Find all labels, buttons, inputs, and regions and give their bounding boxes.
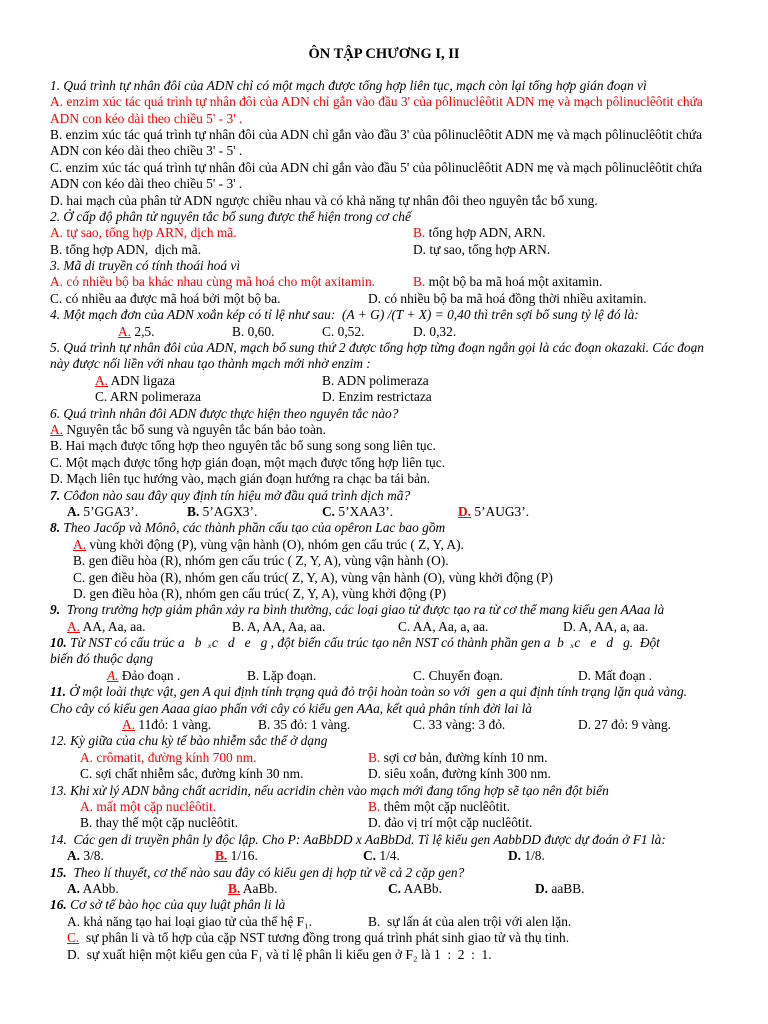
option-text: 5’AUG3’. — [474, 503, 530, 519]
question-9-options-row — [50, 619, 755, 635]
question-9-option-a[interactable] — [67, 619, 145, 635]
option-letter: B. — [50, 438, 63, 454]
question-3-option-c[interactable] — [50, 291, 280, 307]
question-text: Mã di truyền có tính thoái hoá vì — [63, 258, 241, 274]
option-text: 5’AGX3’. — [202, 503, 258, 519]
question-10-option-d[interactable] — [578, 668, 652, 684]
option-text: A, AA, a, aa. — [578, 618, 649, 634]
question-text: Ở cấp độ phân tử nguyên tắc bổ sung được thể hiện trong cơ chế — [63, 208, 411, 224]
option-letter: D. — [563, 618, 577, 634]
option-text: enzim xúc tác quá trình tự nhân đôi của ADN chỉ gắn vào đầu 3' của pôlinuclêôtit ADN mẹ và mạch pôlinuclêôtit chứa — [65, 126, 703, 142]
option-letter: B. — [258, 717, 271, 733]
question-5-options-row-2 — [50, 389, 755, 405]
option-text: Chuyển đoạn. — [428, 667, 504, 683]
question-8-option-d[interactable] — [50, 586, 755, 602]
option-text: 1/16. — [230, 848, 258, 864]
option-letter: C. — [413, 717, 426, 733]
question-number: 6. — [50, 405, 61, 421]
question-5-option-c[interactable] — [95, 389, 201, 405]
option-letter: B. — [368, 913, 381, 929]
option-letter: B. — [232, 323, 245, 339]
option-text: enzim xúc tác quá trình tự nhân đôi của ADN chỉ gắn vào đầu 5' của pôlinuclêôtit ADN mẹ và mạch pôlinuclêôtit chứa — [65, 159, 703, 175]
question-text: Quá trình tự nhân đôi của ADN, mạch bổ sung thứ 2 được tổng hợp từng đoạn ngắn gọi là các đoạn okazaki. Các đoạn — [63, 340, 704, 356]
option-letter: D. — [368, 290, 382, 306]
question-text: Kỳ giữa của chu kỳ tế bào nhiễm sắc thể ở dạng — [70, 733, 328, 749]
question-text: biến đó thuộc dạng — [50, 651, 154, 667]
question-number: 14. — [50, 831, 67, 847]
question-10-stem — [50, 635, 755, 651]
option-text: tổng hợp ADN, ARN. — [428, 225, 546, 241]
option-text: tự sao, tổng hợp ARN. — [429, 241, 551, 257]
option-letter: B. — [73, 553, 86, 569]
question-13-option-a[interactable] — [80, 799, 216, 815]
question-6-option-c[interactable] — [50, 455, 755, 471]
question-14-option-b[interactable] — [215, 848, 258, 864]
question-number: 3. — [50, 258, 61, 274]
option-letter: D. — [578, 667, 592, 683]
option-text: đảo vị trí một cặp nuclêôtit. — [384, 815, 533, 831]
option-text: AaBb. — [242, 880, 278, 896]
option-text: 2,5. — [134, 323, 155, 339]
option-text: crômatit, đường kính 700 nm. — [96, 749, 257, 765]
question-14-stem — [50, 832, 755, 848]
question-9-option-c[interactable] — [398, 619, 488, 635]
option-letter: C. — [73, 569, 86, 585]
question-15-options-row — [50, 881, 755, 897]
option-letter: C. — [322, 323, 335, 339]
question-12-options-row-1 — [50, 750, 755, 766]
question-4-stem — [50, 307, 755, 323]
question-8-option-c[interactable] — [50, 570, 755, 586]
question-3-option-b[interactable] — [413, 274, 602, 290]
option-letter: B. — [413, 274, 426, 290]
question-text: Cho cây có kiểu gen Aaaa giao phấn với cây có kiểu gen AAa, kết quả phân tính đời lai là — [50, 700, 532, 716]
option-letter: A. — [73, 536, 87, 552]
option-letter: C. — [67, 930, 80, 946]
question-5-option-b[interactable] — [322, 373, 429, 389]
question-4-options-row — [50, 324, 755, 340]
question-11-option-c[interactable] — [413, 717, 505, 733]
option-letter: B. — [50, 126, 63, 142]
option-text: Đảo đoạn . — [121, 667, 181, 683]
question-13-stem — [50, 783, 755, 799]
question-5-options-row-1 — [50, 373, 755, 389]
option-letter: A. — [95, 372, 109, 388]
option-letter: D. — [508, 848, 522, 864]
option-text: hai mạch của phân tử ADN ngược chiều nhau và có khả năng tự nhân đôi theo nguyên tắc bổ xung. — [66, 192, 598, 208]
question-3-options-row-2 — [50, 291, 755, 307]
question-text: Trong trường hợp giảm phân xảy ra bình thường, các loại giao tử được tạo ra từ cơ thể mang kiểu gen AAaa là — [66, 602, 665, 618]
option-letter: D. — [368, 815, 382, 831]
question-13-option-c[interactable] — [80, 815, 238, 831]
question-1-option-b-continued — [50, 143, 755, 159]
option-text: AAbb. — [82, 880, 119, 896]
option-letter: B. — [50, 241, 63, 257]
option-letter: B. — [247, 667, 260, 683]
question-7-options-row — [50, 504, 755, 520]
question-8-option-a[interactable] — [50, 537, 755, 553]
option-text: 35 đỏ: 1 vàng. — [273, 717, 351, 733]
option-text: Mạch liên tục hướng vào, mạch gián đoạn hướng ra chạc ba tái bản. — [66, 471, 431, 487]
option-text: có nhiều bộ ba mã hoá đồng thời nhiều axitamin. — [384, 290, 647, 306]
option-text: Nguyên tắc bổ sung và nguyên tắc bán bảo toàn. — [66, 422, 326, 437]
option-text: AABb. — [403, 880, 442, 896]
option-letter: C. — [95, 389, 108, 405]
page-title: ÔN TẬP CHƯƠNG I, II — [308, 46, 460, 62]
question-13-option-d[interactable] — [368, 815, 532, 831]
option-text: 1/4. — [379, 848, 400, 864]
option-letter: A. — [50, 225, 64, 241]
question-1-option-c-continued — [50, 176, 755, 192]
option-text: AA, Aa, aa. — [82, 618, 146, 634]
question-2-option-a[interactable] — [50, 225, 237, 241]
option-letter: B. — [187, 503, 200, 519]
question-1-option-d[interactable] — [50, 193, 755, 209]
question-5-stem-continued — [50, 356, 755, 372]
option-text: tự sao, tổng hợp ARN, dịch mã. — [66, 225, 237, 241]
question-14-option-c[interactable] — [363, 848, 400, 864]
option-letter: A. — [50, 274, 64, 290]
option-text: 5’XAA3’. — [338, 503, 394, 519]
option-letter: D. — [67, 946, 81, 962]
question-8-option-b[interactable] — [50, 553, 755, 569]
question-text: Các gen di truyền phân ly độc lập. Cho P: AaBbDD x AaBbDd. Tỉ lệ kiểu gen AabbDD được dự đoán ở F1 là: — [73, 831, 666, 847]
option-text: gen điều hòa (R), nhóm gen cấu trúc( Z, Y, A), vùng vận hành (O), vùng khởi động (P) — [88, 569, 553, 585]
option-text: 27 đỏ: 9 vàng. — [594, 717, 672, 733]
question-14-option-a[interactable] — [67, 848, 104, 864]
option-text: Hai mạch được tổng hợp theo nguyên tắc bổ sung song song liên tục. — [65, 438, 436, 454]
question-2-stem — [50, 209, 755, 225]
question-3-options-row-1 — [50, 274, 755, 290]
question-4-option-c[interactable] — [322, 324, 364, 340]
question-text: Cơ sở tế bào học của quy luật phân li là — [70, 897, 286, 913]
question-5-stem — [50, 340, 755, 356]
question-text: Từ NST có cấu trúc a b ₓc d e g , đột biến cấu trúc tạo nên NST có thành phần gen a b ₓc e d g. Đột — [70, 635, 660, 651]
question-16-option-c[interactable] — [50, 930, 755, 946]
question-1-option-a[interactable] — [50, 94, 755, 110]
option-text: sự phân li và tổ hợp của cặp NST tương đồng trong quá trình phát sinh giao tử và thụ tinh. — [85, 930, 570, 946]
option-text: Một mạch được tổng hợp gián đoạn, một mạch được tổng hợp liên tục. — [65, 454, 446, 470]
option-letter: A. — [80, 798, 94, 814]
question-12-option-c[interactable] — [80, 766, 303, 782]
question-6-option-d[interactable] — [50, 471, 755, 487]
question-7-stem — [50, 488, 755, 504]
question-text: này được nối liền với nhau tạo thành mạch mới nhờ enzim : — [50, 356, 371, 372]
question-number: 16. — [50, 897, 67, 913]
question-6-option-b[interactable] — [50, 438, 755, 454]
question-5-option-d[interactable] — [322, 389, 432, 405]
question-10-options-row — [50, 668, 755, 684]
question-13-option-b[interactable] — [368, 799, 510, 815]
option-letter: B. — [368, 798, 381, 814]
option-letter: D. — [413, 241, 427, 257]
question-12-option-a[interactable] — [80, 750, 257, 766]
option-text: 5’GGA3’. — [83, 503, 139, 519]
question-text: Côđon nào sau đây quy định tín hiệu mở đầu quá trình dịch mã? — [63, 487, 411, 503]
question-text: Ở một loài thực vật, gen A qui định tính trạng quả đỏ trội hoàn toàn so với gen a qui định tính trạng lặn quả vàng. — [69, 684, 687, 700]
option-text: Enzim restrictaza — [338, 389, 432, 405]
question-number: 11. — [50, 684, 66, 700]
question-10-option-c[interactable] — [413, 668, 503, 684]
question-text: Khi xử lý ADN bằng chất acridin, nếu acridin chèn vào mạch mới đang tổng hợp sẽ tạo nên đột biến — [70, 782, 609, 798]
option-text: 0,52. — [337, 323, 365, 339]
question-11-option-b[interactable] — [258, 717, 350, 733]
question-text: Theo lí thuyết, cơ thể nào sau đây có kiểu gen dị hợp tử về cả 2 cặp gen? — [73, 864, 465, 880]
option-text: có nhiều bộ ba khác nhau cùng mã hoá cho một axitamin. — [66, 274, 376, 290]
question-10-option-a[interactable] — [107, 668, 180, 684]
option-text: ARN polimeraza — [109, 389, 201, 405]
option-letter: B. — [322, 372, 335, 388]
question-2-option-b[interactable] — [413, 225, 545, 241]
question-1-stem — [50, 78, 755, 94]
question-11-options-row — [50, 717, 755, 733]
question-11-option-d[interactable] — [578, 717, 671, 733]
option-text: aaBB. — [551, 880, 585, 896]
question-4-option-b[interactable] — [232, 324, 274, 340]
question-1-option-c[interactable] — [50, 160, 755, 176]
option-text: ADN ligaza — [110, 372, 175, 388]
option-text: 3/8. — [83, 848, 104, 864]
option-text: có nhiều aa được mã hoá bởi một bộ ba. — [65, 290, 281, 306]
option-letter: C. — [413, 667, 426, 683]
question-13-options-row-2 — [50, 815, 755, 831]
option-letter: A. — [67, 503, 81, 519]
option-text: A, AA, Aa, aa. — [246, 618, 326, 634]
option-text: vùng khởi động (P), vùng vận hành (O), nhóm gen cấu trúc ( Z, Y, A). — [89, 536, 464, 552]
option-text: tổng hợp ADN, dịch mã. — [65, 241, 202, 257]
option-letter: C. — [398, 618, 411, 634]
question-number: 12. — [50, 733, 67, 749]
question-15-option-c[interactable] — [388, 881, 442, 897]
option-text: 1/8. — [524, 848, 545, 864]
question-15-option-b[interactable] — [228, 881, 277, 897]
question-12-options-row-2 — [50, 766, 755, 782]
question-number: 15. — [50, 864, 67, 880]
question-2-option-c[interactable] — [50, 242, 201, 258]
option-text: Lặp đoạn. — [262, 667, 317, 683]
option-text: sợi cơ bản, đường kính 10 nm. — [383, 749, 548, 765]
question-16-stem — [50, 897, 755, 913]
option-text: 33 vàng: 3 đỏ. — [428, 717, 506, 733]
option-letter: C. — [363, 848, 377, 864]
option-text: AA, Aa, a, aa. — [412, 618, 489, 634]
question-number: 2. — [50, 208, 61, 224]
option-text: mất một cặp nuclêôtit. — [96, 798, 217, 814]
option-text: 11đỏ: 1 vàng. — [138, 717, 212, 733]
question-number: 9. — [50, 602, 61, 618]
question-sheet — [50, 78, 755, 963]
option-letter: D. — [458, 503, 472, 519]
question-text: Theo Jacốp và Mônô, các thành phần cấu tạo của opêron Lac bao gồm — [63, 520, 446, 536]
option-letter: A. — [50, 94, 64, 110]
question-8-stem — [50, 520, 755, 536]
question-14-options-row — [50, 848, 755, 864]
question-6-option-a[interactable] — [50, 422, 755, 438]
question-1-option-a-continued — [50, 111, 755, 127]
option-text: thay thế một cặp nuclêôtit. — [95, 815, 239, 831]
question-3-option-a[interactable] — [50, 274, 375, 290]
option-letter: A. — [50, 422, 64, 437]
question-11-option-a[interactable] — [122, 717, 211, 733]
option-text: enzim xúc tác quá trình tự nhân đôi của ADN chỉ gắn vào đầu 3' của pôlinuclêôtit ADN mẹ và mạch pôlinuclêôtit chứa — [66, 94, 703, 110]
question-15-option-d[interactable] — [535, 881, 585, 897]
option-text: 0,60. — [247, 323, 275, 339]
question-15-option-a[interactable] — [67, 881, 119, 897]
option-letter: A. — [80, 749, 94, 765]
question-5-option-a[interactable] — [95, 373, 175, 389]
question-15-stem — [50, 865, 755, 881]
question-7-option-b[interactable] — [187, 504, 257, 520]
question-10-option-b[interactable] — [247, 668, 316, 684]
question-3-option-d[interactable] — [368, 291, 647, 307]
question-number: 5. — [50, 340, 61, 356]
option-letter: A. — [67, 618, 81, 634]
option-letter: D. — [368, 766, 382, 782]
option-letter: C. — [50, 454, 63, 470]
option-text: ADN polimeraza — [336, 372, 429, 388]
option-letter: C. — [388, 880, 402, 896]
question-number: 8. — [50, 520, 61, 536]
question-12-stem — [50, 733, 755, 749]
option-letter: C. — [50, 290, 63, 306]
question-9-stem — [50, 602, 755, 618]
question-text: Một mạch đơn của ADN xoắn kép có tỉ lệ như sau: (A + G) /(T + X) = 0,40 thì trên sợi bổ sung tỷ lệ đó là: — [63, 307, 639, 323]
option-letter: B. — [368, 749, 381, 765]
option-letter: B. — [413, 225, 426, 241]
option-letter: D. — [535, 880, 549, 896]
option-letter: D. — [413, 323, 427, 339]
option-letter: D. — [50, 471, 64, 487]
option-text: ADN con kéo dài theo chiều 5' - 3' . — [50, 176, 243, 192]
option-letter: D. — [322, 389, 336, 405]
question-3-stem — [50, 258, 755, 274]
question-text: Quá trình tự nhân đôi của ADN chỉ có một mạch được tổng hợp liên tục, mạch còn lại tổng hợp gián đoạn vì — [63, 77, 647, 93]
option-text: Mất đoạn . — [594, 667, 653, 683]
question-10-stem-continued — [50, 651, 755, 667]
question-16-option-d[interactable] — [50, 947, 755, 963]
option-letter: B. — [80, 815, 93, 831]
option-text: một bộ ba mã hoá một axitamin. — [428, 274, 603, 290]
question-2-options-row-1 — [50, 225, 755, 241]
question-1-option-b[interactable] — [50, 127, 755, 143]
question-number: 4. — [50, 307, 61, 323]
question-number: 13. — [50, 782, 67, 798]
option-letter: A. — [67, 848, 81, 864]
option-text: sự xuất hiện một kiểu gen của F₁ và tỉ lệ phân li kiểu gen ở F₂ là 1 : 2 : 1. — [86, 946, 492, 962]
option-letter: B. — [232, 618, 245, 634]
question-7-option-d[interactable] — [458, 504, 529, 520]
option-text: siêu xoắn, đường kính 300 nm. — [384, 766, 551, 782]
question-4-option-a[interactable] — [118, 324, 154, 340]
option-letter: B. — [215, 848, 228, 864]
option-letter: A. — [118, 323, 132, 339]
question-9-option-d[interactable] — [563, 619, 648, 635]
question-14-option-d[interactable] — [508, 848, 545, 864]
option-letter: A. — [67, 913, 81, 929]
option-letter: A. — [107, 667, 119, 683]
option-letter: D. — [73, 585, 87, 601]
question-16-options-row-1 — [50, 914, 755, 930]
question-4-option-d[interactable] — [413, 324, 456, 340]
option-text: khả năng tạo hai loại giao tử của thể hệ F₁. — [83, 913, 313, 929]
question-2-option-d[interactable] — [413, 242, 550, 258]
question-11-stem — [50, 684, 755, 700]
option-text: thêm một cặp nuclêôtit. — [383, 798, 511, 814]
question-number: 1. — [50, 77, 61, 93]
option-letter: D. — [50, 192, 64, 208]
option-text: gen điều hòa (R), nhóm gen cấu trúc( Z, Y, A), vùng khởi động (P) — [89, 585, 447, 601]
option-letter: C. — [322, 503, 336, 519]
question-13-options-row-1 — [50, 799, 755, 815]
option-text: ADN con kéo dài theo chiều 3' - 5' . — [50, 143, 243, 159]
question-6-stem — [50, 406, 755, 422]
option-letter: B. — [228, 880, 241, 896]
option-letter: A. — [122, 717, 136, 733]
question-12-option-d[interactable] — [368, 766, 551, 782]
question-9-option-b[interactable] — [232, 619, 325, 635]
question-16-option-a[interactable] — [67, 914, 312, 930]
question-12-option-b[interactable] — [368, 750, 548, 766]
question-11-stem-continued — [50, 701, 755, 717]
option-text: gen điều hòa (R), nhóm gen cấu trúc ( Z, Y, A), vùng vận hành (O). — [88, 553, 449, 569]
option-letter: A. — [67, 880, 81, 896]
question-number: 7. — [50, 487, 61, 503]
option-text: sự lấn át của alen trội với alen lặn. — [386, 913, 572, 929]
question-2-options-row-2 — [50, 242, 755, 258]
option-letter: C. — [80, 766, 93, 782]
option-letter: C. — [50, 159, 63, 175]
question-7-option-a[interactable] — [67, 504, 138, 520]
option-text: sợi chất nhiễm sắc, đường kính 30 nm. — [95, 766, 304, 782]
option-text: ADN con kéo dài theo chiều 5' - 3' . — [50, 110, 243, 126]
question-text: Quá trình nhân đôi ADN được thực hiện theo nguyên tắc nào? — [63, 405, 399, 421]
option-letter: D. — [578, 717, 592, 733]
question-7-option-c[interactable] — [322, 504, 393, 520]
question-number: 10. — [50, 635, 67, 651]
option-text: 0,32. — [429, 323, 457, 339]
question-16-option-b[interactable] — [368, 914, 571, 930]
